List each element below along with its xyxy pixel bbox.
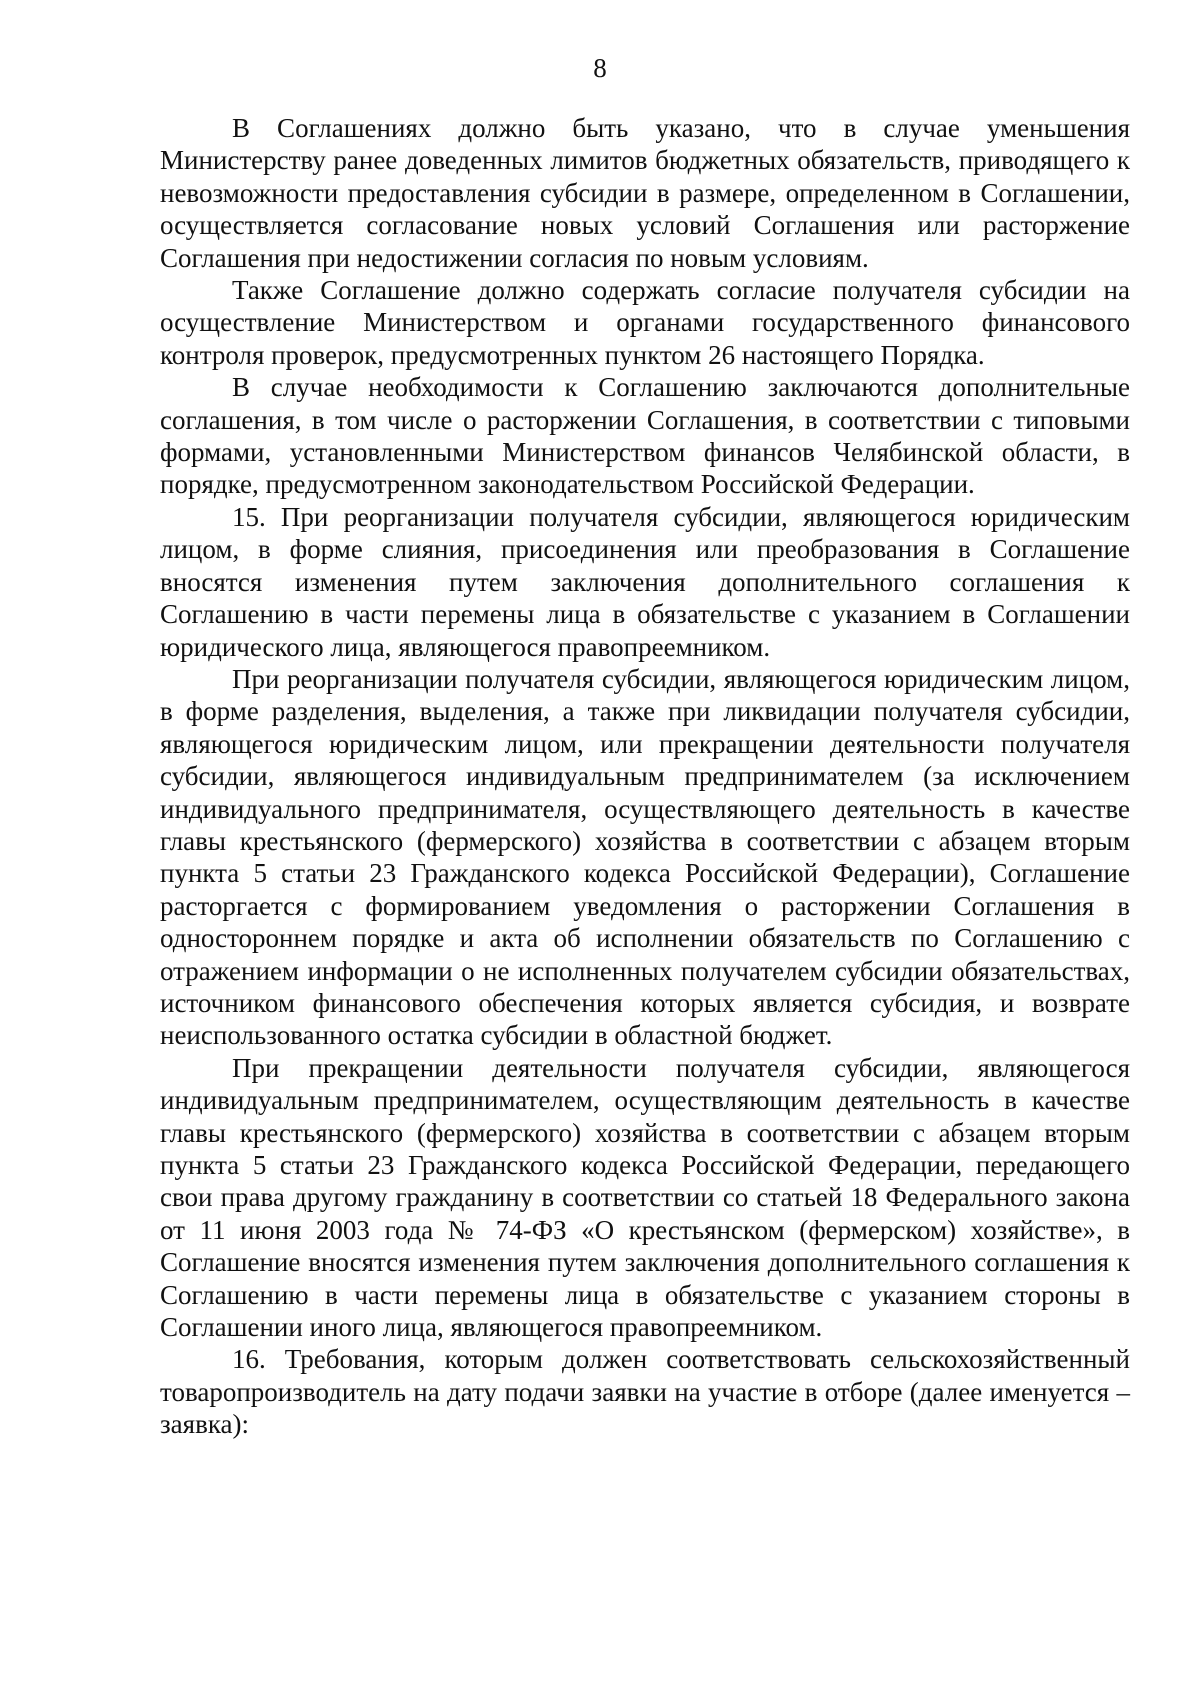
page-number: 8 — [593, 53, 607, 83]
paragraph-item-15: 15. При реорганизации получателя субсидии, являющегося юридическим лицом, в форме слияния, присоединения или преобразования в Соглашение вносятся изменения путем заключения дополнительного соглашения к Соглашению в части перемены лица в обязательстве с указанием в Соглашении юридического лица, являющегося правопреемником. — [160, 501, 1130, 662]
paragraph-item-16: 16. Требования, которым должен соответствовать сельскохозяйственный товаропроизводитель на дату подачи заявки на участие в отборе (далее именуется – заявка): — [160, 1344, 1130, 1440]
paragraph-farm-succession: При прекращении деятельности получателя субсидии, являющегося индивидуальным предпринимателем, осуществляющим деятельность в качестве главы крестьянского (фермерского) хозяйства в соответствии с абзацем вторым пункта 5 статьи 23 Гражданского кодекса Российской Федерации, передающего свои права другому гражданину в соответствии со статьей 18 Федерального закона от 11 июня 2003 года № 74-ФЗ «О крестьянском (фермерском) хозяйстве», в Соглашение вносятся изменения путем заключения дополнительного соглашения к Соглашению в части перемены лица в обязательстве с указанием стороны в Соглашении иного лица, являющегося правопреемником. — [160, 1052, 1130, 1343]
paragraph-agreement-limits: В Соглашениях должно быть указано, что в случае уменьшения Министерству ранее доведенных лимитов бюджетных обязательств, приводящего к невозможности предоставления субсидии в размере, определенном в Соглашении, осуществляется согласование новых условий Соглашения или расторжение Соглашения при недостижении согласия по новым условиям. — [160, 113, 1130, 273]
paragraph-consent-inspections: Также Соглашение должно содержать согласие получателя субсидии на осуществление Министерством и органами государственного финансового контроля проверок, предусмотренных пунктом 26 настоящего Порядка. — [160, 275, 1130, 370]
document-body — [160, 112, 1130, 1441]
paragraph-additional-agreements: В случае необходимости к Соглашению заключаются дополнительные соглашения, в том числе о расторжении Соглашения, в соответствии с типовыми формами, установленными Министерством финансов Челябинской области, в порядке, предусмотренном законодательством Российской Федерации. — [160, 372, 1130, 500]
paragraph-reorganization-termination: При реорганизации получателя субсидии, являющегося юридическим лицом, в форме разделения, выделения, а также при ликвидации получателя субсидии, являющегося юридическим лицом, или прекращении деятельности получателя субсидии, являющегося индивидуальным предпринимателем (за исключением индивидуального предпринимателя, осуществляющего деятельность в качестве главы крестьянского (фермерского) хозяйства в соответствии с абзацем вторым пункта 5 статьи 23 Гражданского кодекса Российской Федерации), Соглашение расторгается с формированием уведомления о расторжении Соглашения в одностороннем порядке и акта об исполнении обязательств по Соглашению с отражением информации о не исполненных получателем субсидии обязательствах, источником финансового обеспечения которых является субсидия, и возврате неиспользованного остатка субсидии в областной бюджет. — [160, 663, 1130, 1051]
